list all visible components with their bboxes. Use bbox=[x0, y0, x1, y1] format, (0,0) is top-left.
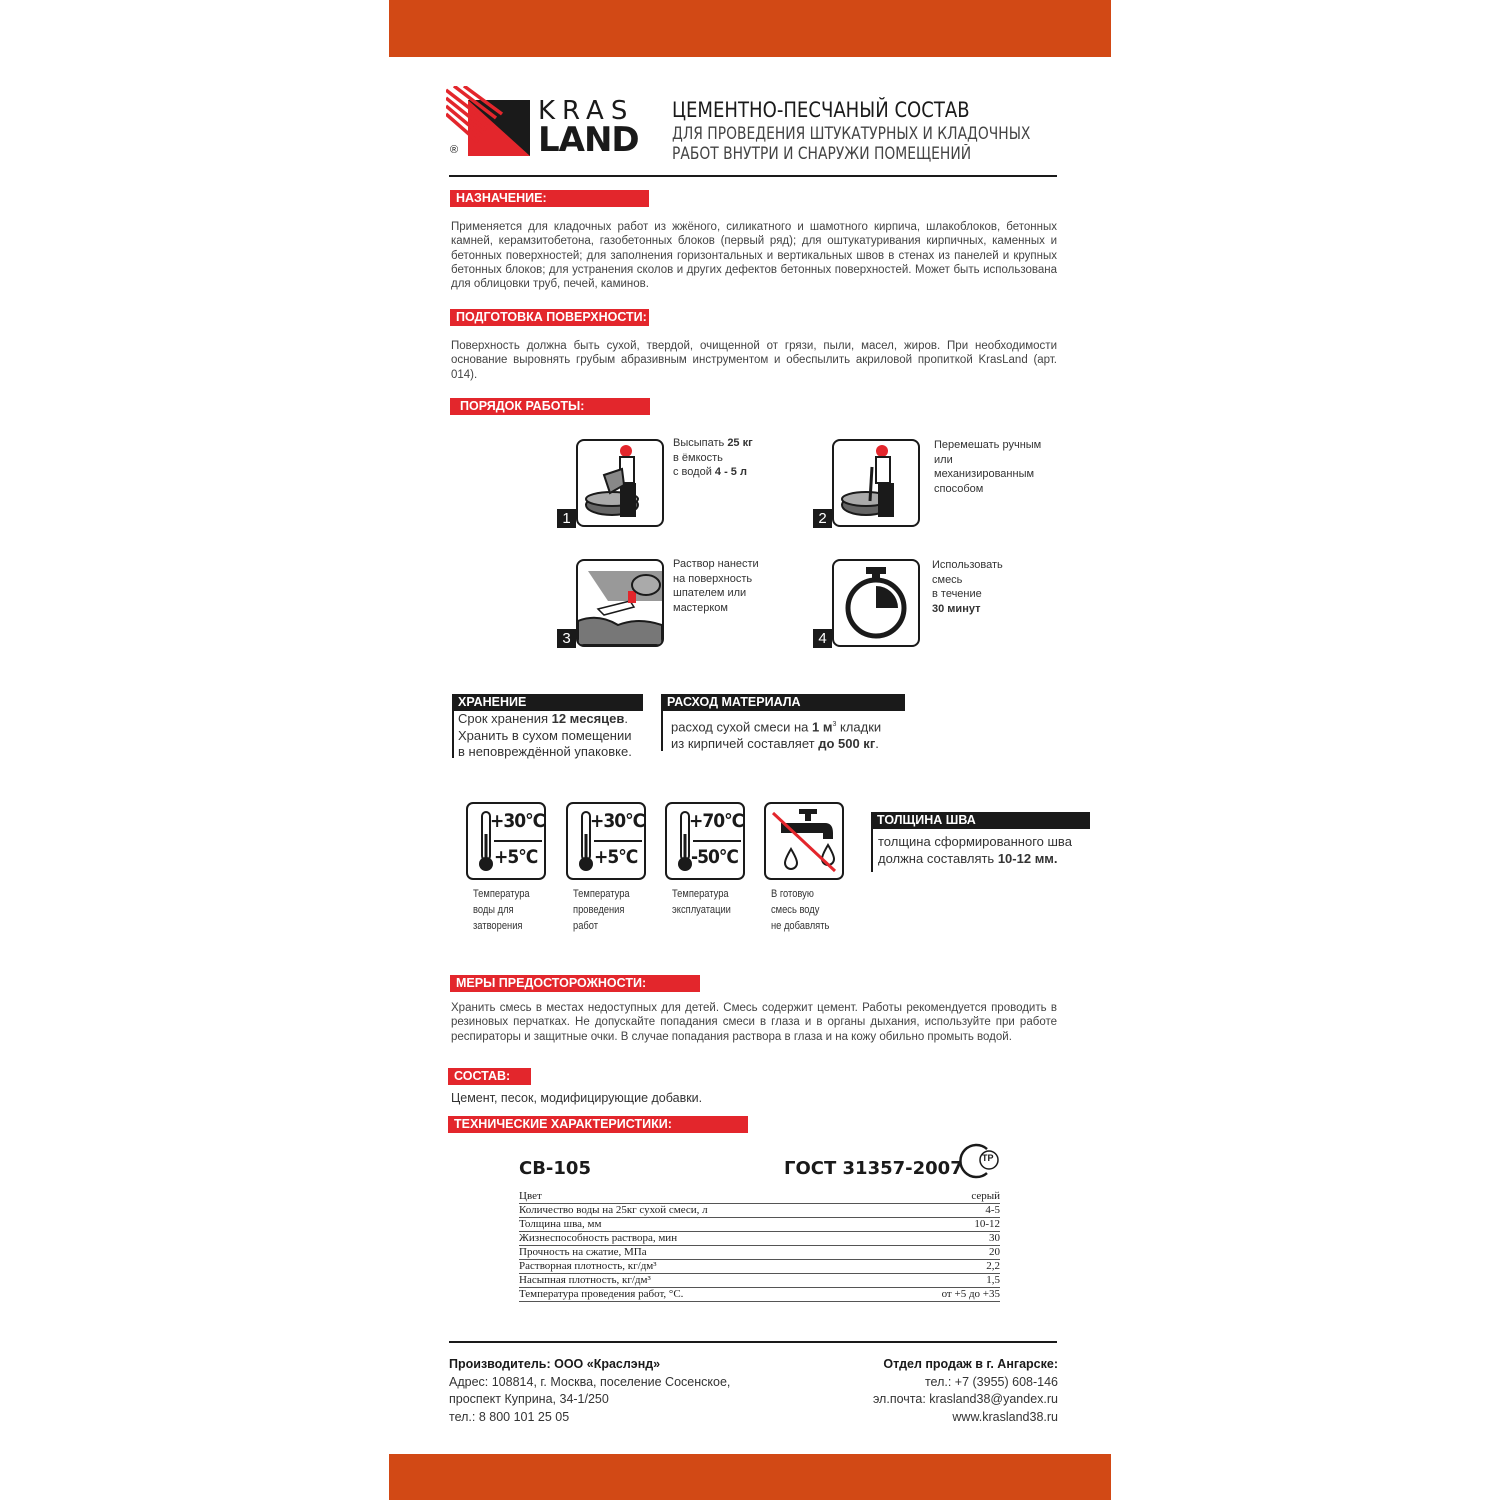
certification-text: ТР bbox=[982, 1153, 994, 1163]
operating-temp-max: +70°C bbox=[689, 810, 744, 832]
operating-temp-icon bbox=[665, 802, 745, 880]
step-1-text: Высыпать 25 кг в ёмкость с водой 4 - 5 л bbox=[673, 437, 753, 478]
step-3-number: 3 bbox=[557, 629, 576, 648]
composition-text: Цемент, песок, модифицирующие добавки. bbox=[451, 1091, 703, 1105]
registered-mark: ® bbox=[450, 144, 459, 156]
table-row: Толщина шва, мм 10-12 bbox=[519, 1218, 1000, 1230]
table-row: Прочность на сжатие, МПа 20 bbox=[519, 1246, 1000, 1258]
work-temp-caption: Температура проведения работ bbox=[573, 888, 630, 932]
water-temp-min: +5°C bbox=[494, 846, 538, 868]
no-water-caption: В готовую смесь воду не добавлять bbox=[771, 888, 830, 932]
step-4-illustration bbox=[832, 559, 920, 647]
top-band bbox=[389, 0, 1111, 57]
precautions-text: Хранить смесь в местах недоступных для детей. Смесь содержит цемент. Работы рекомендуется проводить в резиновых перчатках. Не допускайте попадания смеси в глаза и в органы дыхания, используйте при работе респираторы и защитные очки. В случае попадания раствора в глаза и на кожу обильно промыть водой. bbox=[451, 1002, 1057, 1043]
step-3-text: Раствор нанести на поверхность шпателем или мастерком bbox=[673, 558, 759, 614]
step-2-number: 2 bbox=[813, 509, 832, 528]
step-1-number: 1 bbox=[557, 509, 576, 528]
no-water-icon bbox=[764, 802, 844, 880]
header-divider bbox=[449, 175, 1057, 177]
procedure-heading: ПОРЯДОК РАБОТЫ: bbox=[450, 398, 650, 415]
table-row: Количество воды на 25кг сухой смеси, л 4-5 bbox=[519, 1204, 1000, 1216]
pour-mix-icon bbox=[578, 441, 662, 525]
precautions-heading: МЕРЫ ПРЕДОСТОРОЖНОСТИ: bbox=[450, 975, 700, 992]
seam-left-border bbox=[871, 829, 873, 872]
step-2-illustration bbox=[832, 439, 920, 527]
mixing-icon bbox=[834, 441, 918, 525]
product-code: СВ-105 bbox=[519, 1158, 591, 1179]
operating-temp-min: -50°C bbox=[691, 846, 738, 868]
table-row: Жизнеспособность раствора, мин 30 bbox=[519, 1232, 1000, 1244]
tech-heading: ТЕХНИЧЕСКИЕ ХАРАКТЕРИСТИКИ: bbox=[448, 1116, 748, 1133]
certification-icon bbox=[957, 1141, 1001, 1179]
bottom-band bbox=[389, 1454, 1111, 1500]
step-4-number: 4 bbox=[813, 629, 832, 648]
consumption-heading: РАСХОД МАТЕРИАЛА bbox=[661, 694, 905, 711]
water-temp-icon bbox=[466, 802, 546, 880]
product-subtitle-2: РАБОТ ВНУТРИ И СНАРУЖИ ПОМЕЩЕНИЙ bbox=[672, 144, 972, 163]
producer-block bbox=[449, 1356, 730, 1426]
no-water-tap-icon bbox=[767, 805, 841, 877]
certification-mark bbox=[957, 1141, 1001, 1179]
step-4-text: Использовать смесь в течение 30 минут bbox=[932, 559, 1003, 615]
tech-table bbox=[519, 1190, 1000, 1302]
sales-block bbox=[873, 1356, 1058, 1426]
operating-temp-caption: Температура эксплуатации bbox=[672, 888, 731, 916]
sales-website[interactable]: www.krasland38.ru bbox=[952, 1409, 1058, 1424]
storage-text: Срок хранения 12 месяцев. Хранить в сухом помещении в неповреждённой упаковке. bbox=[458, 711, 632, 759]
sales-title: Отдел продаж в г. Ангарске: bbox=[883, 1357, 1058, 1371]
composition-heading: СОСТАВ: bbox=[448, 1068, 531, 1085]
water-temp-divider bbox=[494, 840, 542, 842]
logo-text-land: LAND bbox=[538, 120, 639, 160]
work-temp-min: +5°C bbox=[594, 846, 638, 868]
table-row: Цвет серый bbox=[519, 1190, 1000, 1202]
krasland-logo bbox=[446, 86, 660, 158]
surface-text: Поверхность должна быть сухой, твердой, очищенной от грязи, пыли, масел, жиров. При необходимости основание выровнять грубым абразивным инструментом и обеспылить акриловой пропиткой KrasLand (арт. 014). bbox=[451, 340, 1057, 381]
purpose-text: Применяется для кладочных работ из жжёного, силикатного и шамотного кирпича, шлакоблоков, бетонных камней, керамзитобетона, газобетонных блоков (первый ряд); для оштукатуривания кирпичных, каменных и бетонных поверхностей; для заполнения горизонтальных и вертикальных швов в стенах из панелей и крупных бетонных блоков; для устранения сколов и других дефектов бетонных поверхностей. Может быть использована для облицовки труб, печей, каминов. bbox=[451, 221, 1057, 291]
table-row: Растворная плотность, кг/дм³ 2,2 bbox=[519, 1260, 1000, 1272]
producer-address-1: Адрес: 108814, г. Москва, поселение Сосенское, bbox=[449, 1374, 731, 1389]
logo-text-kras: KRAS bbox=[538, 96, 635, 126]
table-row: Температура проведения работ, °С. от +5 до +35 bbox=[519, 1288, 1000, 1300]
sales-email[interactable]: эл.почта: krasland38@yandex.ru bbox=[872, 1392, 1058, 1406]
product-subtitle-1: ДЛЯ ПРОВЕДЕНИЯ ШТУКАТУРНЫХ И КЛАДОЧНЫХ bbox=[672, 124, 1031, 143]
consumption-text: расход сухой смеси на 1 $м^3$ кладки из кирпичей составляет до 500 кг. bbox=[671, 719, 882, 751]
producer-name: Производитель: ООО «Краслэнд» bbox=[449, 1357, 661, 1371]
table-row: Насыпная плотность, кг/дм³ 1,5 bbox=[519, 1274, 1000, 1286]
stopwatch-icon bbox=[834, 561, 918, 645]
producer-address-2: проспект Куприна, 34-1/250 bbox=[449, 1392, 609, 1406]
work-temp-max: +30°C bbox=[590, 810, 645, 832]
water-temp-max: +30°C bbox=[490, 810, 545, 832]
step-3-illustration bbox=[576, 559, 664, 647]
seam-heading: ТОЛЩИНА ШВА bbox=[871, 812, 1090, 829]
storage-left-border bbox=[452, 711, 454, 758]
purpose-heading: НАЗНАЧЕНИЕ: bbox=[450, 190, 649, 207]
logo-mark-icon bbox=[446, 86, 536, 158]
operating-temp-divider bbox=[693, 840, 741, 842]
product-title: ЦЕМЕНТНО-ПЕСЧАНЫЙ СОСТАВ bbox=[672, 98, 970, 122]
surface-heading: ПОДГОТОВКА ПОВЕРХНОСТИ: bbox=[450, 309, 649, 326]
water-temp-caption: Температура воды для затворения bbox=[473, 888, 530, 932]
storage-heading: ХРАНЕНИЕ bbox=[452, 694, 643, 711]
work-temp-divider bbox=[594, 840, 642, 842]
step-2-text: Перемешать ручным или механизированным способом bbox=[934, 439, 1042, 495]
seam-text: толщина сформированного шва должна составлять 10-12 мм. bbox=[878, 834, 1072, 866]
work-temp-icon bbox=[566, 802, 646, 880]
footer-divider bbox=[449, 1341, 1057, 1343]
consumption-left-border bbox=[661, 711, 663, 751]
sales-phone: тел.: +7 (3955) 608-146 bbox=[924, 1374, 1058, 1389]
trowel-icon bbox=[578, 561, 662, 645]
producer-phone: тел.: 8 800 101 25 05 bbox=[449, 1409, 570, 1424]
step-1-illustration bbox=[576, 439, 664, 527]
gost-label: ГОСТ 31357-2007 bbox=[784, 1158, 963, 1179]
